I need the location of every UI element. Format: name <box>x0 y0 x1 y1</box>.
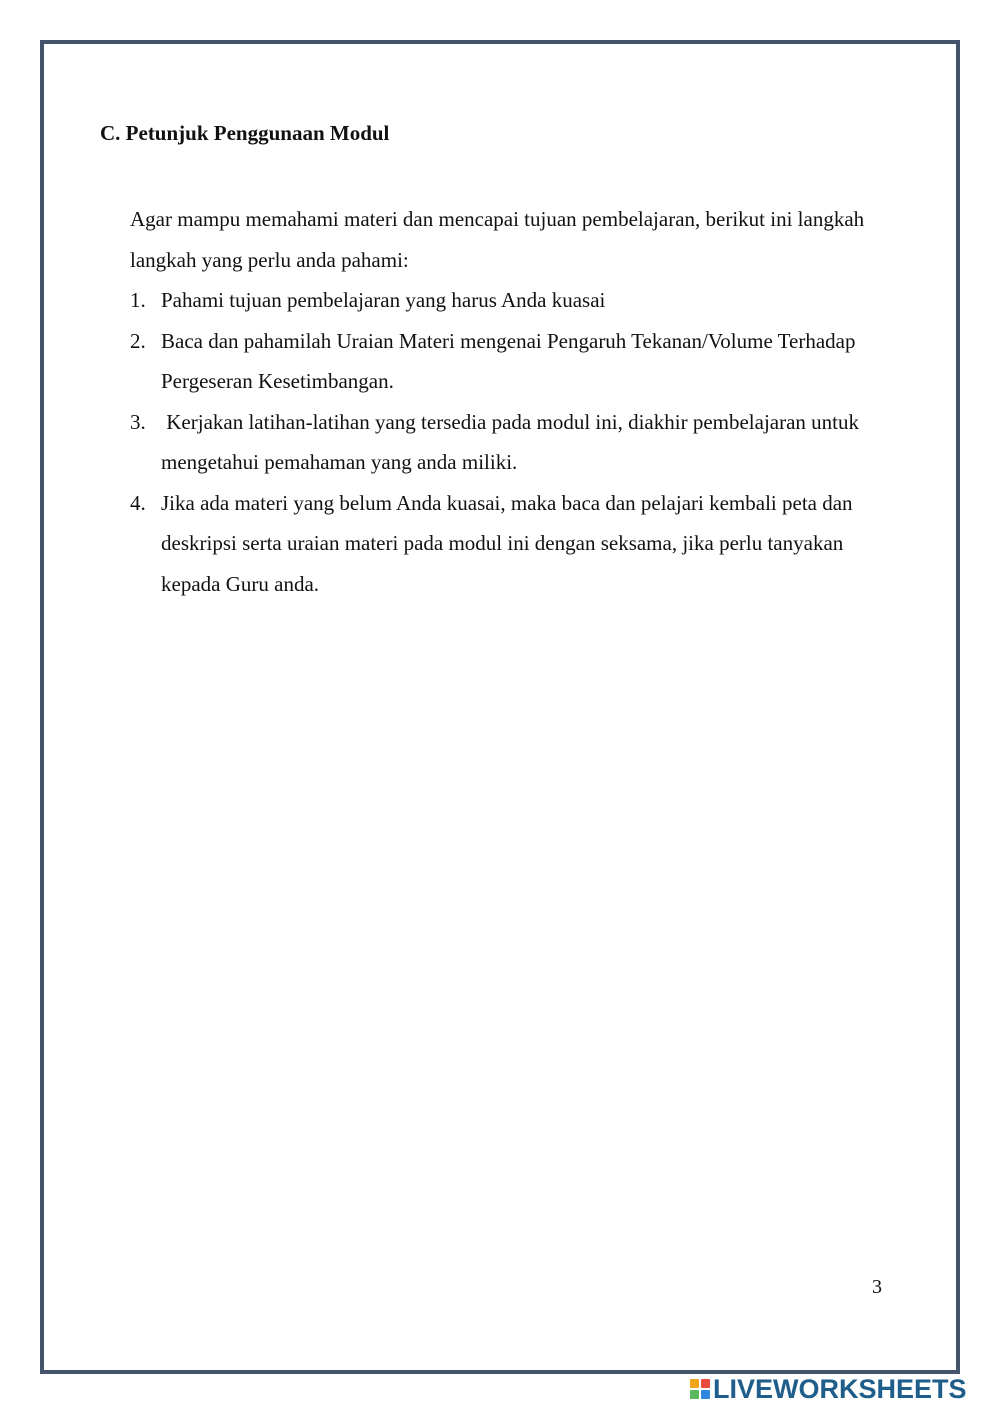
list-item-number: 2. <box>130 328 146 353</box>
liveworksheets-watermark[interactable] <box>690 1374 967 1404</box>
list-item <box>130 321 890 402</box>
page-number: 3 <box>872 1276 882 1298</box>
intro-paragraph: Agar mampu memahami materi dan mencapai tujuan pembelajaran, berikut ini langkah langkah yang perlu anda pahami: <box>130 207 865 272</box>
logo-square-v <box>690 1390 699 1399</box>
list-item-text: Jika ada materi yang belum Anda kuasai, maka baca dan pelajari kembali peta dan deskripsi serta uraian materi pada modul ini dengan seksama, jika perlu tanyakan kepada Guru anda. <box>161 490 853 596</box>
logo-square-e <box>701 1390 710 1399</box>
list-item-number: 1. <box>130 288 146 312</box>
liveworksheets-logo-icon <box>690 1379 710 1399</box>
list-item-number: 4. <box>130 490 146 515</box>
list-item-number: 3. <box>130 409 146 434</box>
instruction-list <box>130 280 890 604</box>
list-item <box>130 280 890 321</box>
list-item-text: Pahami tujuan pembelajaran yang harus Anda kuasai <box>161 288 606 312</box>
logo-square-l <box>690 1379 699 1388</box>
logo-square-i <box>701 1379 710 1388</box>
list-item-text: Kerjakan latihan-latihan yang tersedia pada modul ini, diakhir pembelajaran untuk mengetahui pemahaman yang anda miliki. <box>161 409 860 474</box>
section-heading: C. Petunjuk Penggunaan Modul <box>100 121 390 145</box>
brand-name: LIVEWORKSHEETS <box>713 1373 967 1404</box>
list-item <box>130 402 890 483</box>
list-item-text: Baca dan pahamilah Uraian Materi mengenai Pengaruh Tekanan/Volume Terhadap Pergeseran Kesetimbangan. <box>161 328 856 393</box>
list-item <box>130 483 890 605</box>
